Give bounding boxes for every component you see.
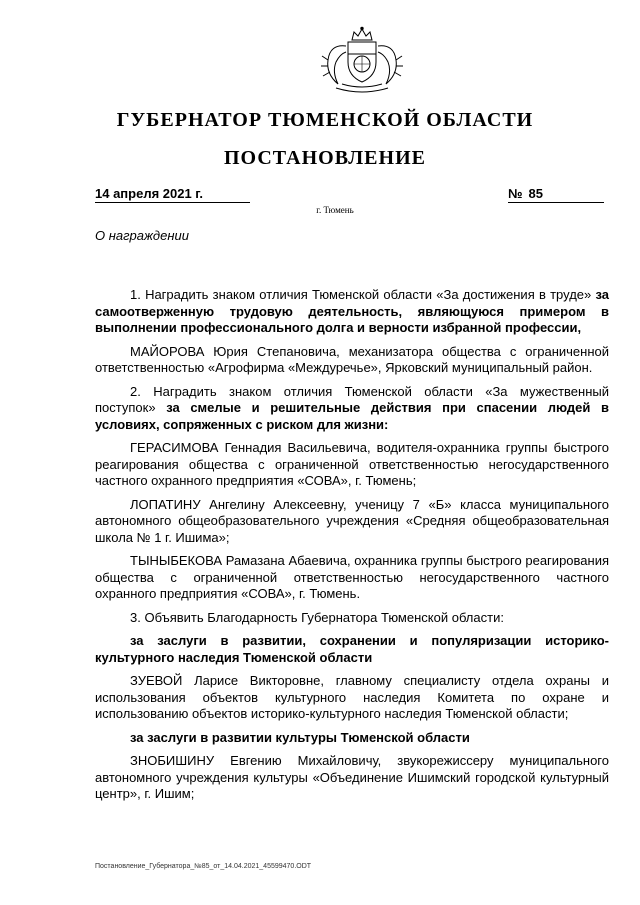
- document-number: [508, 186, 604, 203]
- paragraph-2-person-1: ГЕРАСИМОВА Геннадия Васильевича, водителя-охранника группы быстрого реагирования общества с ограниченной ответственностью негосударственного частного охранного предприятия «СОВА», г. Тюмень;: [95, 440, 609, 488]
- paragraph-1-person: МАЙОРОВА Юрия Степановича, механизатора общества с ограниченной ответственностью «Агрофирма «Междуречье», Ярковский муниципальный район.: [95, 343, 609, 375]
- paragraph-3-heading-1: за заслуги в развитии, сохранении и популяризации историко-культурного наследия Тюменской области: [95, 633, 609, 665]
- number-value: 85: [528, 186, 543, 201]
- document-date: 14 апреля 2021 г.: [95, 186, 250, 203]
- document-type: ПОСТАНОВЛЕНИЕ: [224, 147, 426, 169]
- number-label: №: [508, 186, 523, 201]
- paragraph-3-person-2: ЗНОБИШИНУ Евгению Михайловичу, звукорежиссеру муниципального автономного учреждения культуры «Объединение Ишимский городской культурный центр», г. Ишим;: [95, 753, 609, 801]
- paragraph-3: 3. Объявить Благодарность Губернатора Тюменской области:: [130, 609, 504, 625]
- file-name-footer: Постановление_Губернатора_№85_от_14.04.2021_45599470.ODT: [95, 863, 312, 870]
- document-body: [95, 287, 609, 810]
- paragraph-1: 1. Наградить знаком отличия Тюменской области «За достижения в труде» за самоотверженную трудовую деятельность, являющуюся примером в выполнении профессионального долга и верности избранной профессии,: [95, 287, 609, 335]
- document-city: г. Тюмень: [316, 205, 354, 215]
- issuing-authority: ГУБЕРНАТОР ТЮМЕНСКОЙ ОБЛАСТИ: [116, 109, 534, 131]
- document-subject: О награждении: [95, 228, 189, 243]
- paragraph-3-person-1: ЗУЕВОЙ Ларисе Викторовне, главному специалисту отдела охраны и использования объектов культурного наследия Комитета по охране и использованию объектов историко-культурного наследия Тюменской области;: [95, 673, 609, 721]
- paragraph-2-person-2: ЛОПАТИНУ Ангелину Алексеевну, ученицу 7 «Б» класса муниципального автономного общеобразовательного учреждения «Средняя общеобразовательная школа № 1 г. Ишима»;: [95, 496, 609, 545]
- paragraph-3-heading-2: за заслуги в развитии культуры Тюменской области: [130, 729, 470, 745]
- coat-of-arms-icon: [318, 26, 406, 98]
- paragraph-2: 2. Наградить знаком отличия Тюменской области «За мужественный поступок» за смелые и решительные действия при спасении людей в условиях, сопряженных с риском для жизни:: [95, 383, 610, 432]
- paragraph-2-person-3: ТЫНЫБЕКОВА Рамазана Абаевича, охранника группы быстрого реагирования общества с ограниченной ответственностью негосударственного частного охранного предприятия «СОВА», г. Тюмень.: [95, 553, 609, 601]
